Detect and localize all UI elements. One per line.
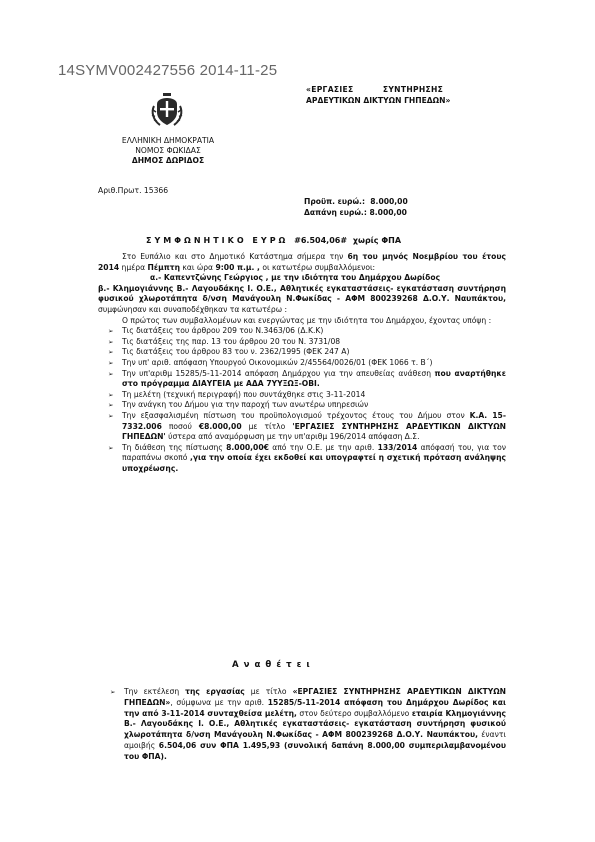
- issuer-municipality: ΔΗΜΟΣ ΔΩΡΙΔΟΣ: [131, 156, 205, 165]
- document-id-stamp: 14SYMV002427556 2014-11-25: [58, 62, 278, 79]
- agreement-body: [98, 252, 506, 474]
- list-item: ➢ Τις διατάξεις του άρθρου 83 του ν. 2362/1995 (ΦΕΚ 247 Α): [108, 347, 350, 357]
- list-item: ➢ Την υπ'αριθμ 15285/5-11-2014 απόφαση Δημάρχου για την απευθείας ανάθεση που αναρτήθηκε στο πρόγραμμα ΔΙΑΥΓΕΙΑ με ΑΔΑ 7ΥΥΞΩΞ-ΟΒΙ.: [108, 368, 506, 389]
- heading-amount: #6.504,06#: [294, 236, 348, 245]
- arrow-bullet-icon: ➢: [108, 337, 114, 346]
- intro-paragraph: Στο Ευπάλιο και στο Δημοτικό Κατάστημα σήμερα την 6η του μηνός Νοεμβρίου του έτους 2014 ημέρα Πέμπτη και ώρα 9:00 π.μ. , οι κατωτέρω συμβαλλόμενοι:: [98, 252, 506, 272]
- protocol-number: Αριθ.Πρωτ. 15366: [98, 186, 169, 195]
- arrow-bullet-icon: ➢: [108, 348, 114, 357]
- assignment-paragraph: ➢ Την εκτέλεση της εργασίας με τίτλο «ΕΡΓΑΣΙΕΣ ΣΥΝΤΗΡΗΣΗΣ ΑΡΔΕΥΤΙΚΩΝ ΔΙΚΤΥΩΝ ΓΗΠΕΔΩΝ», σύμφωνα με την αριθ. 15285/5-11-2014 απόφαση του Δημάρχου Δωρίδος και την από 3-11-2014 συνταχθείσα μελέτη, στον δεύτερο συμβαλλόμενο εταιρία Κλημογιάννης Β.- Λαγουδάκης Ι. Ο.Ε., Αθλητικές εγκαταστάσεις- εγκατάσταση συντήρηση φυσικού χλωροτάπητα δ/νση Μανάγουλη Ν.Φωκίδας - ΑΦΜ 800239268 Δ.Ο.Υ. Ναυπάκτου, έναντι αμοιβής 6.504,06 συν ΦΠΑ 1.495,93 (συνολική δαπάνη 8.000,00 συμπεριλαμβανομένου του ΦΠΑ).: [110, 687, 506, 761]
- arrow-bullet-icon: ➢: [108, 411, 114, 420]
- list-item: ➢ Την υπ' αριθ. απόφαση Υπουργού Οικονομικών 2/45564/0026/01 (ΦΕΚ 1066 τ. Β΄): [108, 357, 433, 367]
- heading-title: ΣΥΜΦΩΝΗΤΙΚΟ ΕΥΡΩ: [146, 236, 289, 245]
- assignment-heading: Αναθέτει: [232, 660, 315, 670]
- issuer-prefecture: ΝΟΜΟΣ ΦΩΚΙΔΑΣ: [135, 146, 201, 155]
- party-b: β.- Κλημογιάννης Β.- Λαγουδάκης Ι. Ο.Ε., Αθλητικές εγκαταστάσεις- εγκατάσταση συντήρηση φυσικού χλωροτάπητα δ/νση Μανάγουλη Ν.Φωκίδας - ΑΦΜ 800239268 Δ.Ο.Υ. Ναυπάκτου, συμφώνησαν και συναποδέχθηκαν τα κατωτέρω :: [98, 283, 506, 314]
- arrow-bullet-icon: ➢: [110, 688, 116, 696]
- arrow-bullet-icon: ➢: [108, 369, 114, 378]
- issuer-block: [118, 136, 218, 166]
- budget-block: [304, 196, 408, 218]
- project-title-line1: «ΕΡΓΑΣΙΕΣ ΣΥΝΤΗΡΗΣΗΣ: [306, 85, 444, 94]
- arrow-bullet-icon: ➢: [108, 443, 114, 452]
- arrow-bullet-icon: ➢: [108, 401, 114, 410]
- arrow-bullet-icon: ➢: [108, 358, 114, 367]
- heading-suffix: χωρίς ΦΠΑ: [352, 236, 402, 245]
- project-title: [306, 84, 506, 106]
- issuer-country: ΕΛΛΗΝΙΚΗ ΔΗΜΟΚΡΑΤΙΑ: [121, 136, 215, 145]
- arrow-bullet-icon: ➢: [108, 327, 114, 336]
- list-item: ➢ Τις διατάξεις του άρθρου 209 του Ν.3463/06 (Δ.Κ.Κ): [108, 326, 324, 336]
- party-a: α.- Καπεντζώνης Γεώργιος , με την ιδιότητα του Δημάρχου Δωρίδος: [150, 273, 441, 283]
- considerations-list: [98, 326, 506, 474]
- list-item: ➢ Τις διατάξεις της παρ. 13 του άρθρου 20 του Ν. 3731/08: [108, 336, 341, 346]
- budget-estimate: Προϋπ. ευρώ.: 8.000,00: [304, 197, 408, 206]
- list-item: ➢ Την εξασφαλισμένη πίστωση του προϋπολογισμού τρέχοντος έτους του Δήμου στον Κ.Α. 15-7332.006 ποσού €8.000,00 με τίτλο 'ΕΡΓΑΣΙΕΣ ΣΥΝΤΗΡΗΣΗΣ ΑΡΔΕΥΤΙΚΩΝ ΔΙΚΤΥΩΝ ΓΗΠΕΔΩΝ' ύστερα από αναμόρφωση με την υπ'αριθμ 196/2014 απόφαση Δ.Σ.: [108, 410, 507, 442]
- project-title-line2: ΑΡΔΕΥΤΙΚΩΝ ΔΙΚΤΥΩΝ ΓΗΠΕΔΩΝ»: [306, 96, 451, 105]
- agreement-heading: [146, 236, 401, 245]
- budget-expense: Δαπάνη ευρώ.: 8.000,00: [304, 208, 407, 217]
- list-item: ➢ Τη μελέτη (τεχνική περιγραφή) που συντάχθηκε στις 3-11-2014: [108, 389, 366, 399]
- list-item: ➢ Την ανάγκη του Δήμου για την παροχή των ανωτέρω υπηρεσιών: [108, 400, 369, 410]
- arrow-bullet-icon: ➢: [108, 390, 114, 399]
- list-item: ➢ Τη διάθεση της πίστωσης 8.000,00€ από την Ο.Ε. με την αριθ. 133/2014 απόφασή του, για τον παραπάνω σκοπό ,για την οποία έχει εκδοθεί και υπογραφτεί η σχετική πρόταση ανάληψης υποχρέωσης.: [108, 442, 507, 473]
- first-party-paragraph: Ο πρώτος των συμβαλλομένων και ενεργώντας με την ιδιότητα του Δημάρχου, έχοντας υπόψη :: [122, 315, 492, 325]
- greek-coat-of-arms-icon: [150, 88, 184, 128]
